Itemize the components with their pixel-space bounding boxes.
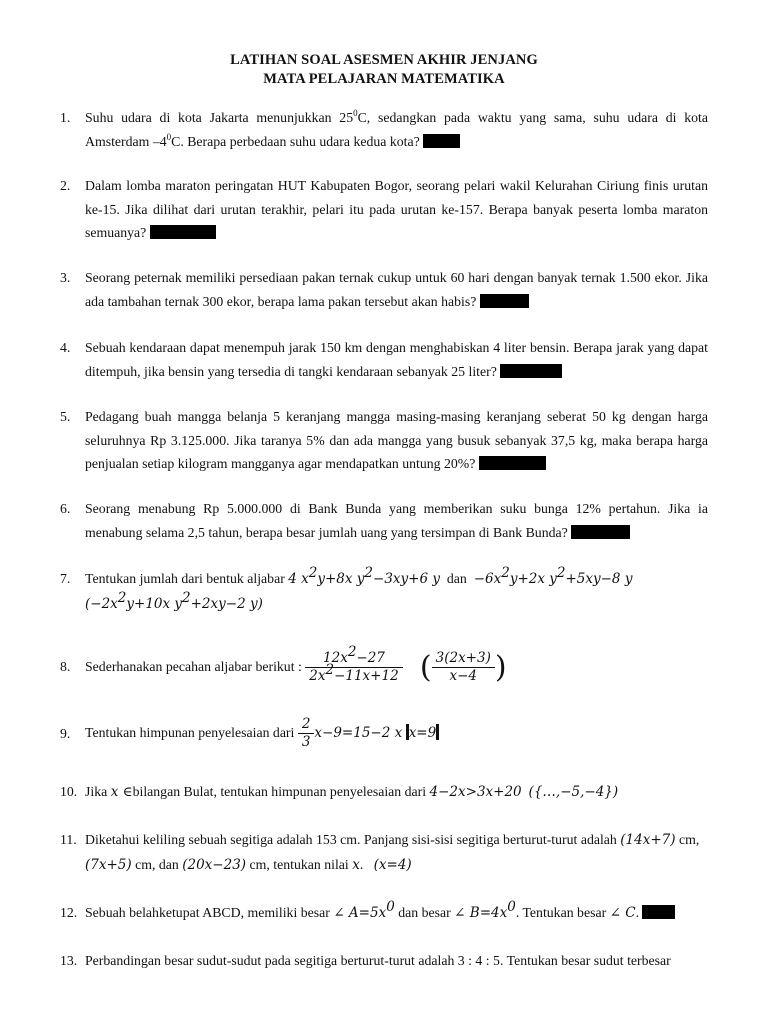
question-number: 3. bbox=[60, 270, 71, 285]
question-number: 2. bbox=[60, 178, 71, 193]
question-text: Tentukan jumlah dari bentuk aljabar bbox=[85, 571, 285, 586]
membership-symbol: x ∈ bbox=[110, 784, 133, 800]
conjunction-text: dan bbox=[446, 571, 467, 586]
question-13 bbox=[60, 949, 708, 973]
redacted-answer bbox=[500, 364, 562, 378]
algebraic-fraction: $\frac{12x^2-27}{2x^2-11x+12}$ bbox=[305, 650, 402, 685]
expression-2: $-6x^2y+2x$ $y^2+5xy-8$ y bbox=[473, 565, 633, 587]
question-7 bbox=[60, 567, 708, 616]
answer-value: x=9 bbox=[408, 725, 437, 741]
question-1: 1. Suhu udara di kota Jakarta menunjukkan $25^0C$, sedangkan pada waktu yang sama, suhu udara di kota Amsterdam $-4^0C$. Berapa perbedaan suhu udara kedua kota? bbox=[60, 108, 708, 149]
side-1: (14x+7) bbox=[620, 832, 676, 848]
question-12: 12. Sebuah belahketupat ABCD, memiliki besar ∠ $A=5x^0$ dan besar ∠ $B=4x^0$. Tentukan besar ∠ C. bbox=[60, 901, 708, 926]
answer-expression: ($-2x^2y+10x$ $y^2+2xy-2$ y) bbox=[85, 589, 263, 612]
question-text: Dalam lomba maraton peringatan HUT Kabupaten Bogor, seorang pelari wakil Kelurahan Ciriung finis urutan ke-15. Jika dilihat dari urutan terakhir, pelari itu pada urutan ke-157. Berapa banyak peserta lomba maraton semuanya? bbox=[85, 178, 708, 240]
question-text: Jika bbox=[85, 784, 108, 799]
side-2: (7x+5) bbox=[85, 856, 132, 873]
answer-value: (x=4) bbox=[373, 856, 412, 873]
question-text: Perbandingan besar sudut-sudut pada segitiga berturut-turut adalah 3 : 4 : 5. Tentukan besar sudut terbesar bbox=[85, 953, 671, 968]
question-number: 4. bbox=[60, 340, 71, 355]
question-5 bbox=[60, 405, 708, 476]
fraction-two-thirds: $\frac{2}{3}$ bbox=[298, 716, 315, 751]
question-10: 10. Jika x ∈bilangan Bulat, tentukan himpunan penyelesaian dari 4−2x>3x+20 ({…,−5,−4}) bbox=[60, 780, 708, 805]
question-3 bbox=[60, 266, 708, 313]
question-9 bbox=[60, 716, 708, 751]
redacted-answer bbox=[642, 905, 675, 919]
question-text: Diketahui keliling sebuah segitiga adalah 153 cm. Panjang sisi-sisi segitiga berturut-turut adalah bbox=[85, 832, 617, 847]
question-number: 12. bbox=[60, 905, 78, 920]
title-line-1: LATIHAN SOAL ASESMEN AKHIR JENJANG bbox=[230, 52, 538, 68]
question-number: 5. bbox=[60, 409, 71, 424]
question-text: Seorang menabung Rp 5.000.000 di Bank Bunda yang memberikan suku bunga 12% pertahun. Jika ia menabung selama 2,5 tahun, berapa besar jumlah uang yang tersimpan di Bank Bunda? bbox=[85, 501, 708, 540]
redacted-answer bbox=[150, 225, 216, 239]
question-6 bbox=[60, 497, 708, 544]
question-number: 9. bbox=[60, 726, 71, 741]
question-text: Sebuah belahketupat ABCD, memiliki besar bbox=[85, 905, 330, 920]
question-text: Seorang peternak memiliki persediaan pakan ternak cukup untuk 60 hari dengan banyak ternak 1.500 ekor. Jika ada tambahan ternak 300 ekor, berapa lama pakan tersebut akan habis? bbox=[85, 270, 708, 309]
question-number: 1. bbox=[60, 110, 71, 125]
question-number: 8. bbox=[60, 659, 71, 674]
redacted-answer bbox=[479, 456, 546, 470]
question-number: 7. bbox=[60, 571, 71, 586]
question-text: Sederhanakan pecahan aljabar berikut : bbox=[85, 659, 302, 674]
angle-b: ∠ $B=4x^0$ bbox=[454, 899, 516, 921]
angle-a: ∠ $A=5x^0$ bbox=[333, 899, 395, 921]
question-11: 11. Diketahui keliling sebuah segitiga adalah 153 cm. Panjang sisi-sisi segitiga berturut-turut adalah (14x+7) cm, (7x+5) cm, dan (20x−23) cm, tentukan nilai x. (x=4) bbox=[60, 828, 708, 877]
question-number: 11. bbox=[60, 832, 77, 847]
question-text: Suhu udara di kota Jakarta menunjukkan 25 bbox=[85, 110, 354, 125]
redacted-answer bbox=[480, 294, 529, 308]
question-8: 8. Sederhanakan pecahan aljabar berikut : $\frac{12x^2-27}{2x^2-11x+12}$ ( $\frac{3(2x+3)}{x-4}$ ) bbox=[60, 644, 507, 685]
inequality: 4−2x>3x+20 bbox=[429, 784, 522, 800]
answer-set: ({…,−5,−4}) bbox=[528, 784, 619, 800]
title-line-2: MATA PELAJARAN MATEMATIKA bbox=[263, 71, 505, 87]
side-3: (20x−23) bbox=[182, 856, 247, 873]
answer-fraction: $\frac{3(2x+3)}{x-4}$ bbox=[432, 650, 495, 685]
question-number: 10. bbox=[60, 784, 78, 799]
question-text: Sebuah kendaraan dapat menempuh jarak 150 km dengan menghabiskan 4 liter bensin. Berapa jarak yang dapat ditempuh, jika bensin yang tersedia di tangki kendaraan sebanyak 25 liter? bbox=[85, 340, 708, 379]
angle-c: ∠ C bbox=[609, 905, 636, 921]
redacted-answer bbox=[423, 134, 460, 148]
question-number: 13. bbox=[60, 953, 78, 968]
equation: x−9=15−2 x bbox=[314, 725, 403, 741]
question-text: Tentukan himpunan penyelesaian dari bbox=[85, 725, 295, 740]
redacted-answer bbox=[571, 525, 630, 539]
expression-1: 4 $x^2y+8x$ $y^2-3xy+6$ y bbox=[288, 565, 440, 587]
question-2 bbox=[60, 174, 708, 245]
question-4 bbox=[60, 336, 708, 383]
question-text: Pedagang buah mangga belanja 5 keranjang mangga masing-masing keranjang seberat 50 kg dengan harga seluruhnya Rp 3.125.000. Jika taranya 5% dan ada mangga yang busuk sebanyak 37,5 kg, maka berapa harga penjualan setiap kilogram mangganya agar mendapatkan untung 20%? bbox=[85, 409, 708, 471]
variable-x: x bbox=[352, 856, 360, 873]
question-number: 6. bbox=[60, 501, 71, 516]
